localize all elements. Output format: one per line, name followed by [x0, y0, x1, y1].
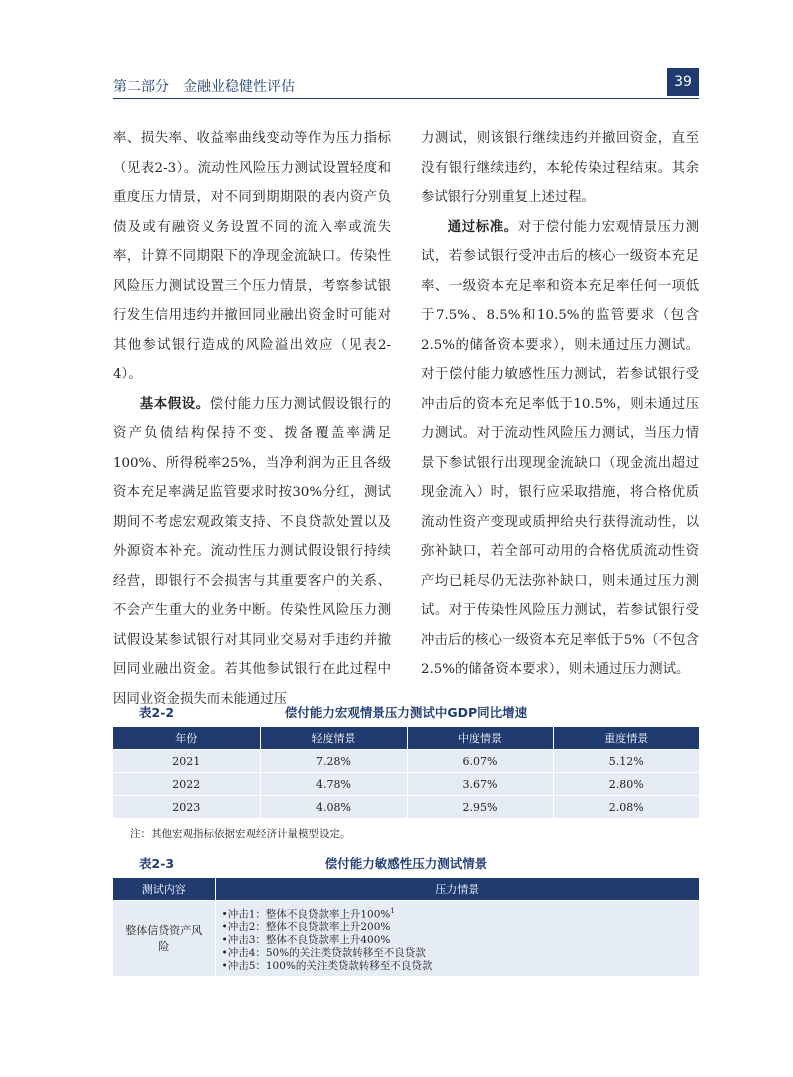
scenario-text: •冲击1：整体不良贷款率上升100% — [221, 908, 391, 921]
table-row — [113, 796, 699, 819]
table-cell: 4.78% — [260, 773, 407, 796]
column-header: 重度情景 — [553, 727, 699, 750]
table-cell: 2022 — [113, 773, 260, 796]
sensitivity-test-table — [113, 878, 699, 976]
list-item: •冲击5：100%的关注类贷款转移至不良贷款 — [221, 959, 433, 972]
column-header: 测试内容 — [113, 878, 215, 901]
table-note: 注：其他宏观指标依据宏观经济计量模型设定。 — [130, 828, 351, 840]
left-column — [113, 124, 391, 714]
table-cell: 3.67% — [407, 773, 553, 796]
criteria-heading: 通过标准。 — [447, 219, 518, 235]
table-cell: 2.08% — [553, 796, 699, 819]
list-item: •冲击2：整体不良贷款率上升200% — [221, 921, 391, 934]
table-row — [113, 773, 699, 796]
right-paragraph-1: 力测试，则该银行继续违约并撤回资金，直至没有银行继续违约，本轮传染过程结束。其余参试银行分别重复上述过程。 — [421, 131, 699, 205]
column-header: 压力情景 — [215, 878, 699, 901]
table-cell: 5.12% — [553, 750, 699, 773]
table-number: 表2-2 — [139, 705, 175, 720]
table-header-row — [113, 878, 699, 901]
table-2-2-caption — [113, 703, 699, 723]
table-2-3-caption — [113, 854, 699, 874]
table-title: 偿付能力宏观情景压力测试中GDP同比增速 — [284, 705, 528, 720]
section-title: 第二部分 金融业稳健性评估 — [113, 79, 295, 95]
assumptions-text: 偿付能力压力测试假设银行的资产负债结构保持不变、拨备覆盖率满足100%、所得税率25%，当净利润为正且各级资本充足率满足监管要求时按30%分红，测试期间不考虑宏观政策支持、不良贷款处置以及外源资本补充。流动性压力测试假设银行持续经营，即银行不会损害与其重要客户的关系、不会产生重大的业务中断。传染性风险压力测试假设某参试银行对其同业交易对手违约并撤回同业融出资金。若其他参试银行在此过程中因同业资金损失而未能通过压 — [113, 396, 392, 707]
list-item: •冲击3：整体不良贷款率上升400% — [221, 934, 391, 947]
right-paragraph-2 — [421, 213, 699, 685]
table-row — [113, 750, 699, 773]
table-cell: 2021 — [113, 750, 260, 773]
criteria-text: 对于偿付能力宏观情景压力测试，若参试银行受冲击后的核心一级资本充足率、一级资本充足率和资本充足率任何一项低于7.5%、8.5%和10.5%的监管要求（包含2.5%的储备资本要求），则未通过压力测试。对于偿付能力敏感性压力测试，若参试银行受冲击后的资本充足率低于10.5%，则未通过压力测试。对于流动性风险压力测试，当压力情景下参试银行出现现金流缺口（现金流出超过现金流入）时，银行应采取措施，将合格优质流动性资产变现或质押给央行获得流动性，以弥补缺口，若全部可动用的合格优质流动性资产均已耗尽仍无法弥补缺口，则未通过压力测试。对于传染性风险压力测试，若参试银行受冲击后的核心一级资本充足率低于5%（不包含2.5%的储备资本要求），则未通过压力测试。 — [421, 219, 700, 677]
header-divider — [113, 98, 699, 99]
column-header: 轻度情景 — [260, 727, 407, 750]
table-cell: 2.80% — [553, 773, 699, 796]
table-cell: 7.28% — [260, 750, 407, 773]
list-item: •冲击4：50%的关注类贷款转移至不良贷款 — [221, 946, 426, 959]
table-cell: 2023 — [113, 796, 260, 819]
list-item — [222, 905, 694, 921]
left-paragraph-1: 率、损失率、收益率曲线变动等作为压力指标（见表2-3）。流动性风险压力测试设置轻度和重度压力情景，对不同到期期限的表内资产负债及或有融资义务设置不同的流入率或流失率，计算不同期限下的净现金流缺口。传染性风险压力测试设置三个压力情景，考察参试银行发生信用违约并撤回同业融出资金时可能对其他参试银行造成的风险溢出效应（见表2-4）。 — [113, 131, 391, 382]
assumptions-heading: 基本假设。 — [139, 396, 210, 412]
right-column — [421, 124, 699, 685]
column-header: 年份 — [113, 727, 260, 750]
column-header: 中度情景 — [407, 727, 553, 750]
row-label-text: 整体信贷资产风险 — [125, 923, 203, 953]
table-number: 表2-3 — [139, 856, 175, 871]
table-cell: 6.07% — [407, 750, 553, 773]
left-paragraph-2 — [113, 390, 391, 715]
page-number: 39 — [667, 68, 699, 96]
table-title: 偿付能力敏感性压力测试情景 — [324, 856, 488, 871]
page-header — [113, 68, 699, 96]
table-header-row — [113, 727, 699, 750]
gdp-growth-table — [113, 727, 699, 818]
table-cell: 2.95% — [407, 796, 553, 819]
table-cell: 4.08% — [260, 796, 407, 819]
footnote-mark: 1 — [390, 907, 395, 915]
table-row — [113, 901, 699, 977]
row-label — [113, 901, 215, 977]
scenario-list — [215, 901, 699, 977]
